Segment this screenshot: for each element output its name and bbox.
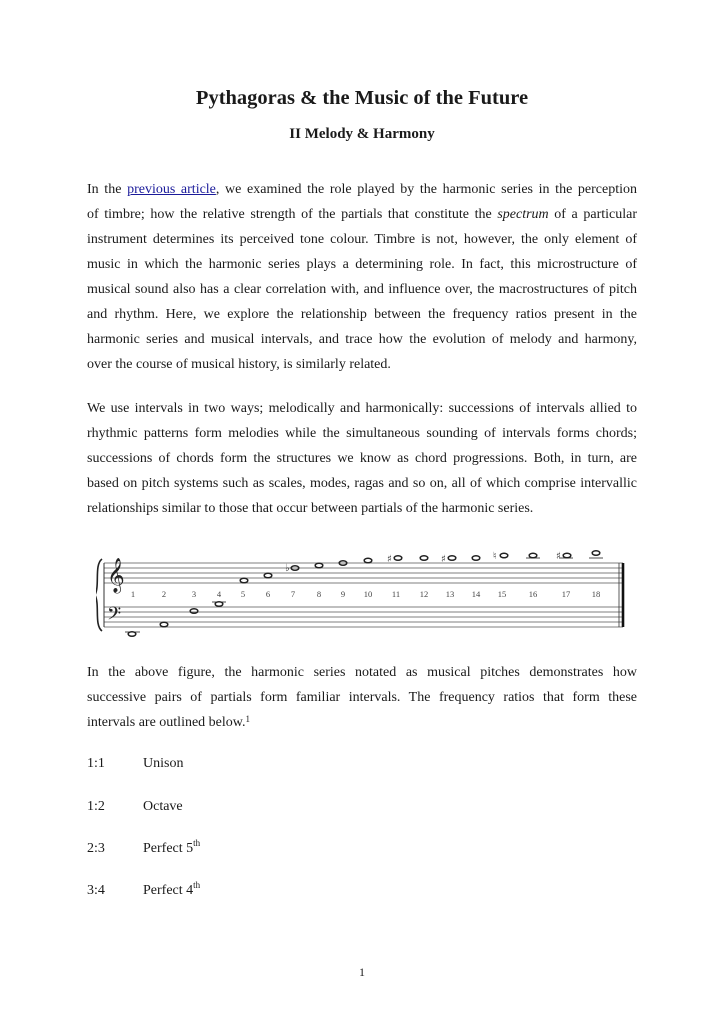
page-subtitle: II Melody & Harmony xyxy=(289,126,435,142)
paragraph-intervals xyxy=(87,396,637,521)
svg-text:2: 2 xyxy=(161,589,167,599)
svg-text:9: 9 xyxy=(340,589,346,599)
svg-text:18: 18 xyxy=(591,589,601,599)
interval-name: Perfect 5th xyxy=(143,838,201,856)
svg-text:5: 5 xyxy=(240,589,246,599)
svg-text:17: 17 xyxy=(561,589,571,599)
paragraph-figure-description xyxy=(87,660,637,735)
paragraph-line: In the above figure, the harmonic series notated as musical pitches demonstrates how xyxy=(87,665,637,680)
svg-text:13: 13 xyxy=(445,589,455,599)
paragraph-line: over the course of musical history, is similarly related. xyxy=(87,357,391,372)
paragraph-line: and rhythm. Here, we explore the relationship between the frequency ratios present in the xyxy=(87,307,637,322)
svg-text:15: 15 xyxy=(497,589,507,599)
svg-text:16: 16 xyxy=(528,589,538,599)
harmonic-series-figure xyxy=(96,545,631,645)
paragraph-line: music in which the harmonic series plays a determining role. In fact, this microstructure of xyxy=(87,257,637,272)
paragraph-line: successive pairs of partials form familiar intervals. The frequency ratios that form these xyxy=(87,690,637,705)
brace-icon xyxy=(96,559,102,631)
svg-text:12: 12 xyxy=(419,589,429,599)
sharp-icon: ♯ xyxy=(556,551,561,562)
italic-term: spectrum xyxy=(497,207,549,222)
svg-text:8: 8 xyxy=(316,589,322,599)
paragraph-intro xyxy=(87,177,637,377)
page-number: 1 xyxy=(359,965,365,979)
interval-name: Perfect 4th xyxy=(143,880,201,898)
svg-text:3: 3 xyxy=(191,589,197,599)
paragraph-line: musical sound also has a clear correlation with, and influence over, the macrostructures of pitch xyxy=(87,282,637,297)
paragraph-line: intervals are outlined below.$^1$ xyxy=(87,714,250,730)
paragraph-line: In the previous article, we examined the role played by the harmonic series in the perception xyxy=(87,182,638,197)
treble-clef-icon: 𝄞 xyxy=(107,558,125,593)
previous-article-link[interactable]: previous article xyxy=(127,182,216,197)
paragraph-line: instrument determines its perceived tone colour. Timbre is not, however, the only element of xyxy=(87,232,637,247)
interval-ratio: 3:4 xyxy=(87,883,105,898)
interval-name: Octave xyxy=(143,799,183,814)
sharp-icon: ♯ xyxy=(387,554,392,565)
paragraph-line: harmonic series and musical intervals, and trace how the evolution of melody and harmony, xyxy=(87,332,637,347)
grand-staff-notation xyxy=(96,545,631,645)
svg-text:4: 4 xyxy=(216,589,222,599)
paragraph-line: successions of chords form the structures we know as chord progressions. Both, in turn, are xyxy=(87,451,637,466)
svg-text:6: 6 xyxy=(265,589,271,599)
interval-ratio: 2:3 xyxy=(87,841,105,856)
sharp-icon: ♯ xyxy=(441,554,446,565)
svg-text:1: 1 xyxy=(130,589,136,599)
interval-ratio: 1:2 xyxy=(87,799,105,814)
page-title: Pythagoras & the Music of the Future xyxy=(195,87,529,109)
paragraph-line: We use intervals in two ways; melodically and harmonically: successions of intervals allied to xyxy=(87,401,637,416)
paragraph-line: of timbre; how the relative strength of the partials that constitute the spectrum of a particular xyxy=(87,207,638,222)
interval-name: Unison xyxy=(143,756,184,771)
natural-icon: ♮ xyxy=(493,551,497,562)
svg-text:7: 7 xyxy=(290,589,296,599)
svg-text:11: 11 xyxy=(391,589,401,599)
paragraph-line: based on pitch systems such as scales, modes, ragas and so on, all of which comprise intervallic xyxy=(87,476,637,491)
footnote-ref[interactable]: 1 xyxy=(245,714,250,724)
svg-text:14: 14 xyxy=(471,589,481,599)
flat-icon: ♭ xyxy=(285,563,290,574)
bass-clef-icon: 𝄢 xyxy=(107,604,122,629)
paragraph-line: rhythmic patterns form melodies while the simultaneous sounding of intervals forms chords; xyxy=(87,426,637,441)
interval-ratio: 1:1 xyxy=(87,756,105,771)
paragraph-line: relationships similar to those that occur between partials of the harmonic series. xyxy=(87,501,534,516)
svg-text:10: 10 xyxy=(363,589,373,599)
